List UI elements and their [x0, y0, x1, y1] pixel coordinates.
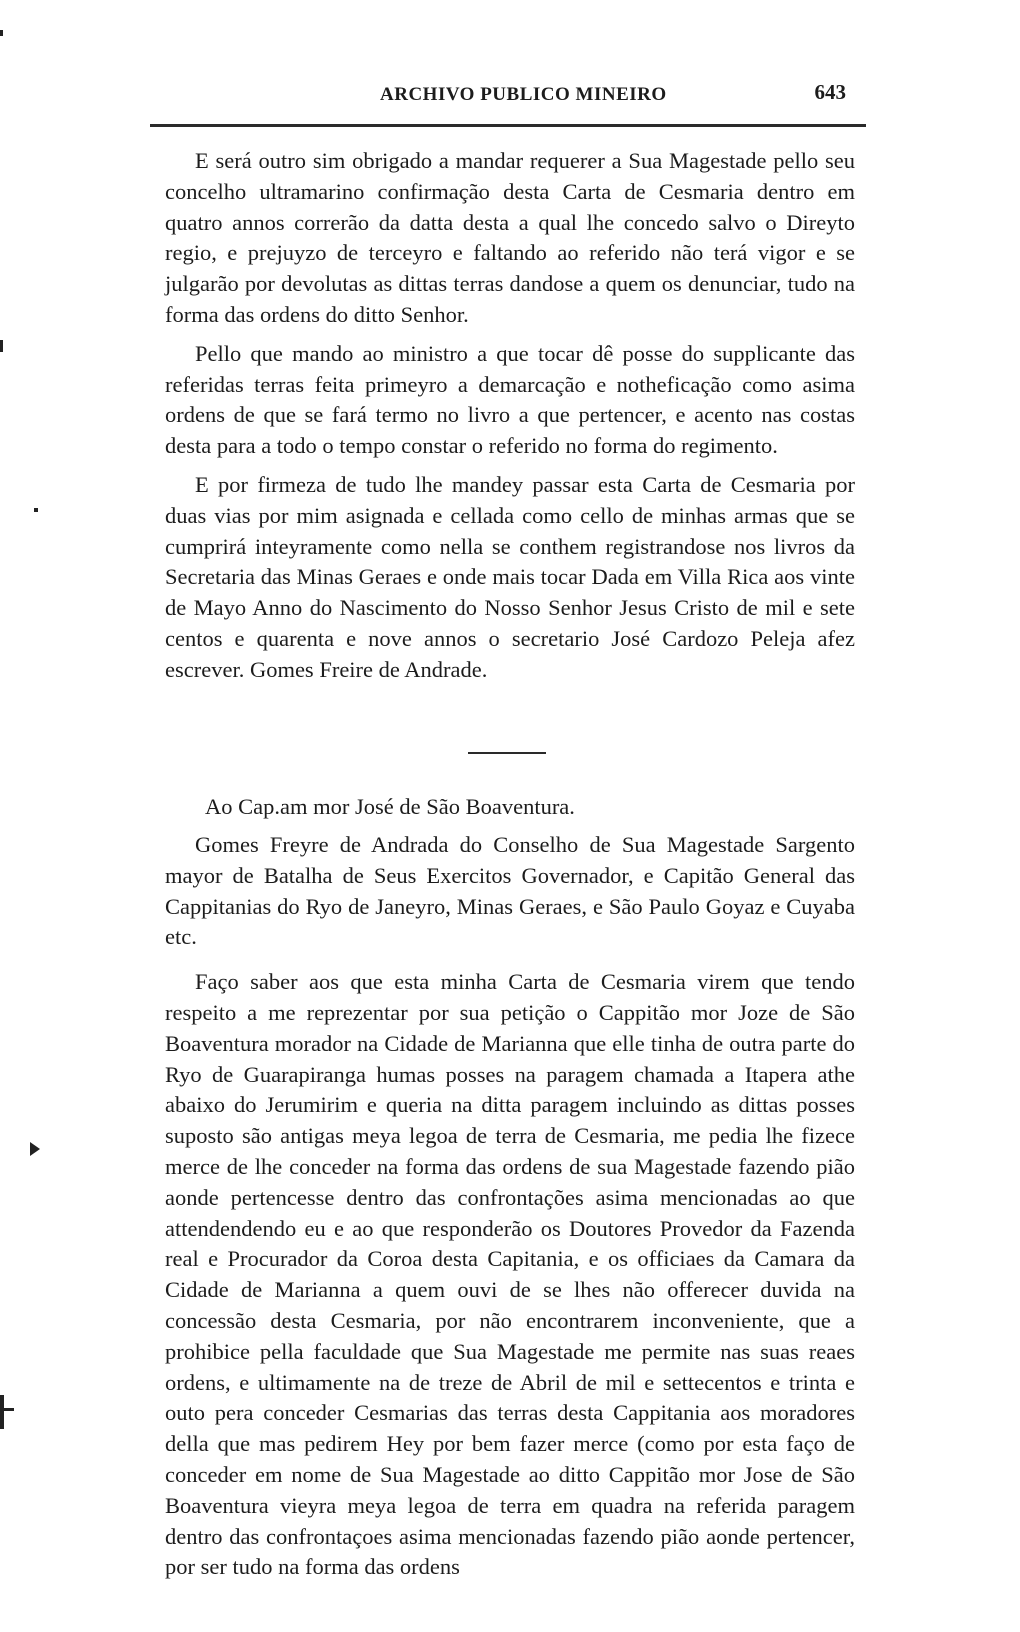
page-number: 643 — [814, 80, 846, 104]
paragraph: E por firmeza de tudo lhe mandey passar esta Carta de Cesmaria por duas vias por mim asignada e cellada como cello de minhas armas que se cumprirá inteyramente como nella se conthem registrandose nos livros da Secretaria das Minas Geraes e onde mais tocar Dada em Villa Rica aos vinte de Mayo Anno do Nascimento do Nosso Senhor Jesus Cristo de mil e sete centos e quarenta e nove annos o secretario José Cardozo Peleja afez escrever. Gomes Freire de Andrade. — [165, 471, 855, 682]
section-divider — [468, 752, 546, 754]
margin-speck — [0, 340, 3, 352]
addressee-line: Ao Cap.am mor José de São Boaventura. — [205, 794, 575, 819]
running-title: ARCHIVO PUBLICO MINEIRO — [380, 84, 667, 105]
margin-speck — [34, 508, 38, 512]
paragraph: Gomes Freyre de Andrada do Conselho de Sua Magestade Sargento mayor de Batalha de Seus Exercitos Governador, e Capitão General das Cappitanias do Ryo de Janeyro, Minas Geraes, e São Paulo Goyaz e Cuyaba etc. — [165, 832, 855, 950]
paragraph: Pello que mando ao ministro a que tocar dê posse do supplicante das referidas terras feita primeyro a demarcação e notheficação como asima ordens de que se fará termo no livro a que pertencer, e acento nas costas desta para a todo o tempo constar o referido no forma do regimento. — [165, 340, 855, 459]
paragraph: Faço saber aos que esta minha Carta de Cesmaria virem que tendo respeito a me reprezentar por sua petição o Cappitão mor Joze de São Boaventura morador na Cidade de Marianna que elle tinha de outra parte do Ryo de Guarapiranga humas posses na paragem chamada a Itapera athe abaixo do Jerumirim e queria na ditta paragem incluindo as dittas posses suposto são antigas meya legoa de terra de Cesmaria, me pedia lhe fizece merce de lhe conceder na forma das ordens de sua Magestade fazendo pião aonde pertencesse dentro das confrontações asima mencionadas ao que attendendendo eu e ao que responderão os Doutores Provedor da Fazenda real e Procurador da Coroa desta Capitania, e os officiaes da Camara da Cidade de Marianna a quem ouvi de se lhes não offerecer duvida na concessão desta Cesmaria, por não encontrarem inconveniente, que a prohibice pella faculdade que Sua Magestade me permite nas suas reaes ordens, e ultimamente na de treze de Abril de mil e settecentos e trinta e outo pera conceder Cesmarias das terras desta Cappitania aos moradores della que mas pedirem Hey por bem fazer merce (como por esta faço de conceder em nome de Sua Magestade ao ditto Cappitão mor Jose de São Boaventura vieyra meya legoa de terra em quadra na referida paragem dentro das confrontaçoes asima mencionadas fazendo pião aonde pertencer, por ser tudo na forma das ordens — [165, 969, 855, 1580]
page-header — [160, 80, 860, 116]
margin-speck — [0, 30, 3, 36]
header-rule — [150, 124, 866, 127]
section-new-grant — [165, 830, 855, 1591]
section-previous-grant — [165, 146, 855, 694]
paragraph: E será outro sim obrigado a mandar requerer a Sua Magestade pello seu concelho ultramarino confirmação desta Carta de Cesmaria dentro em quatro annos correrão da datta desta a qual lhe concedo salvo o Direyto regio, e prejuyzo de terceyro e faltando ao referido não terá vigor e se julgarão por devolutas as dittas terras dandose a quem os denunciar, tudo na forma das ordens do ditto Senhor. — [165, 148, 855, 327]
margin-speck — [0, 1408, 14, 1411]
margin-arrow — [30, 1142, 40, 1156]
margin-speck — [0, 1395, 4, 1429]
